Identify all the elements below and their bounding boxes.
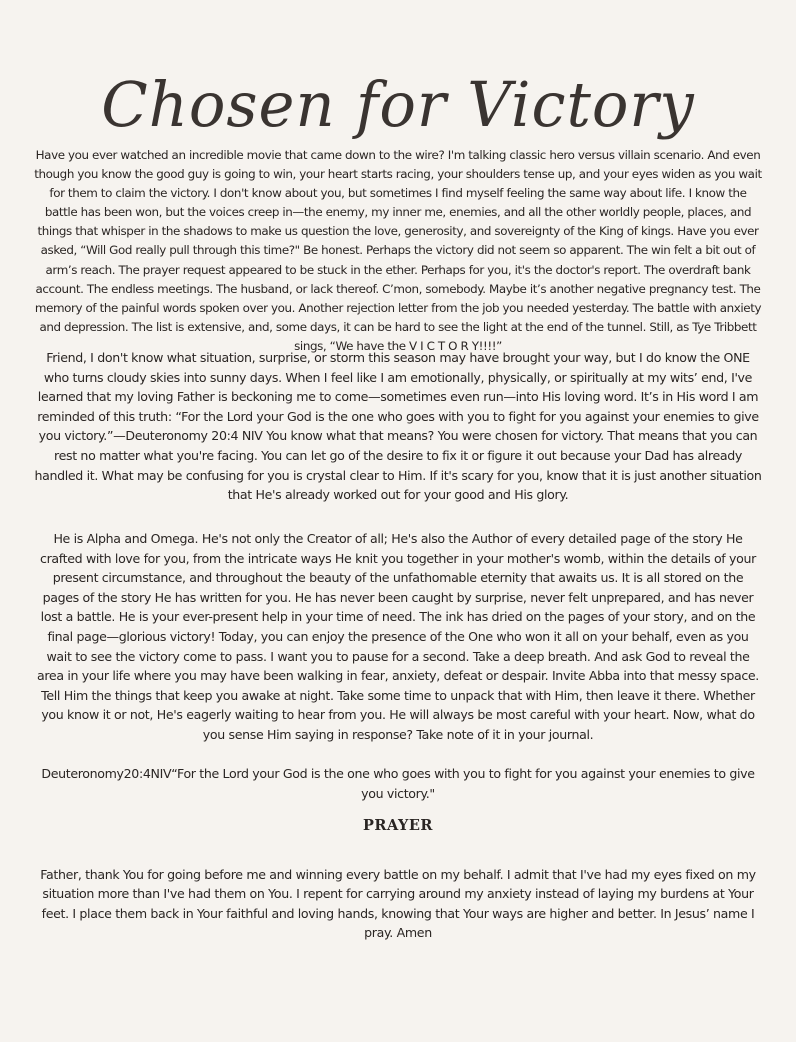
friend-paragraph-text: Friend, I don't know what situation, surprise, or storm this season may have brought your way, but I do know the ONE who turns cloudy skies into sunny days. When I feel like I am emotionally, physically, or spiritually at my wits’ end, I've learned that my loving Father is beckoning me to come—sometimes even run—into His loving word. It’s in His word I am reminded of this truth: “For the Lord your God is the one who goes with you to fight for you against your enemies to give you victory.”—Deuteronomy 20:4 NIV You know what that means? You were chosen for victory. That means that you can rest no matter what you're facing. You can let go of the desire to fix it or figure it out because your Dad has already handled it. What may be confusing for you is crystal clear to Him. If it's scary for you, know that it is just another situation that He's already worked out for your good and His glory. <box>34 350 762 503</box>
prayer-paragraph-text: Father, thank You for going before me and winning every battle on my behalf. I admit that I've had my eyes fixed on my situation more than I've had them on You. I repent for carrying around my anxiety instead of laying my burdens at Your feet. I place them back in Your faithful and loving hands, knowing that Your ways are higher and better. In Jesus’ name I pray. Amen <box>40 866 756 941</box>
intro-paragraph-text: Have you ever watched an incredible movie that came down to the wire? I'm talking classic hero versus villain scenario. And even though you know the good guy is going to win, your heart starts racing, your shoulders tense up, and your eyes widen as you wait for them to claim the victory. I don't know about you, but sometimes I find myself feeling the same way about life. I know the battle has been won, but the voices creep in—the enemy, my inner me, enemies, and all the other worldly people, places, and things that whisper in the shadows to make us question the love, generosity, and sovereignty of the King of kings. Have you ever asked, “Will God really pull through this time?" Be honest. Perhaps the victory did not seem so apparent. The win felt a bit out of arm’s reach. The prayer request appeared to be stuck in the ether. Perhaps for you, it's the doctor's report. The overdraft bank account. The endless meetings. The husband, or lack thereof. C’mon, somebody. Maybe it’s another negative pregnancy test. The memory of the painful words spoken over you. Another rejection letter from the job you needed yesterday. The battle with anxiety and depression. The list is extensive, and, some days, it can be hard to see the light at the end of the tunnel. Still, as Tye Tribbett sings, “We have the V I C T O R Y!!!!” <box>34 148 762 353</box>
alpha-omega-paragraph <box>34 529 762 745</box>
verse-paragraph <box>34 764 762 803</box>
alpha-omega-paragraph-text: He is Alpha and Omega. He's not only the Creator of all; He's also the Author of every detailed page of the story He crafted with love for you, from the intricate ways He knit you together in your mother's womb, within the details of your present circumstance, and throughout the beauty of the unfathomable eternity that awaits us. It is all stored on the pages of the story He has written for you. He has never been caught by surprise, never felt unprepared, and has never lost a battle. He is your ever-present help in your time of need. The ink has dried on the pages of your story, and on the final page—glorious victory! Today, you can enjoy the presence of the One who won it all on your behalf, even as you wait to see the victory come to pass. I want you to pause for a second. Take a deep breath. And ask God to reveal the area in your life where you may have been walking in fear, anxiety, defeat or despair. Invite Abba into that messy space. Tell Him the things that keep you awake at night. Take some time to unpack that with Him, then leave it there. Whether you know it or not, He's eagerly waiting to hear from you. He will always be most careful with your heart. Now, what do you sense Him saying in response? Take note of it in your journal. <box>37 531 759 742</box>
friend-paragraph <box>34 348 762 505</box>
intro-paragraph <box>34 146 762 356</box>
page-title: Chosen for Victory <box>101 67 695 141</box>
prayer-paragraph <box>34 852 762 956</box>
verse-paragraph-text: Deuteronomy20:4NIV“For the Lord your God is the one who goes with you to fight for you against your enemies to give you victory." <box>41 766 755 801</box>
prayer-heading: PRAYER <box>363 817 433 834</box>
